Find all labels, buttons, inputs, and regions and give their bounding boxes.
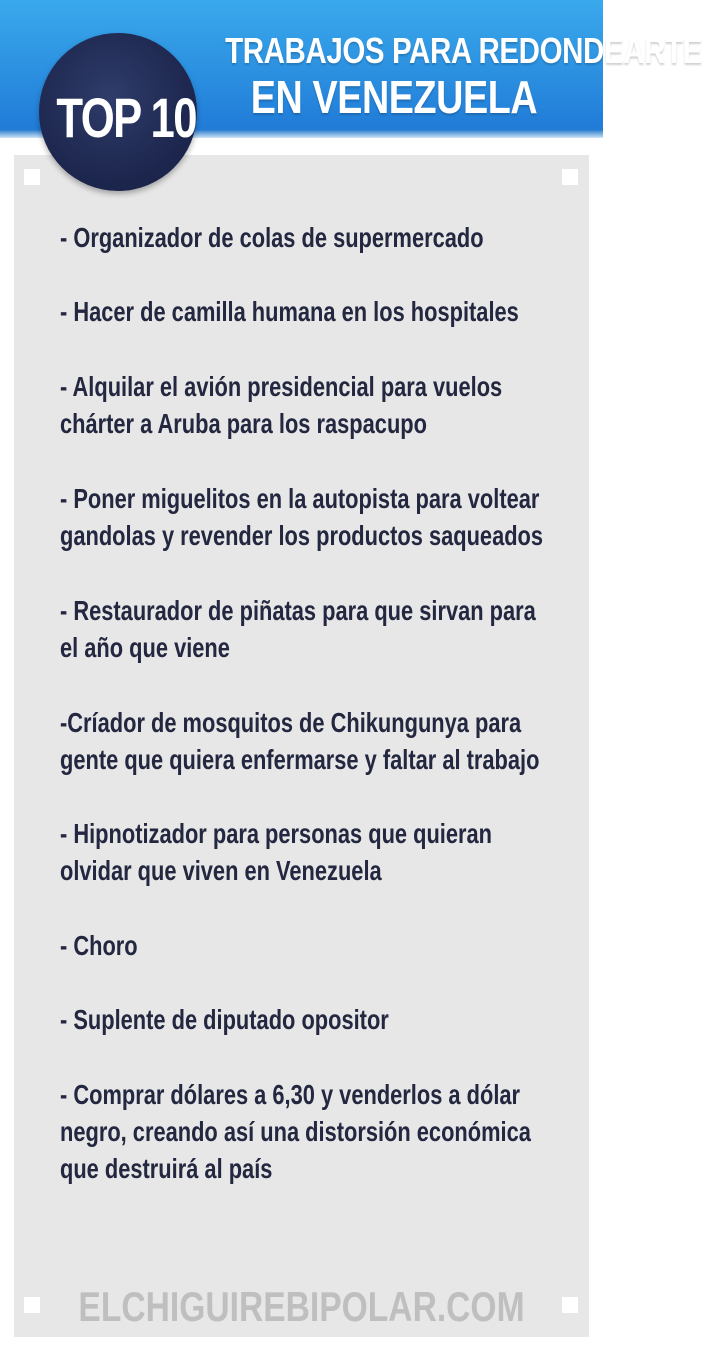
content-panel: [14, 155, 589, 1337]
title-line-2: EN VENEZUELA: [250, 71, 538, 123]
list-item: - Hacer de camilla humana en los hospitales: [60, 296, 519, 327]
list-item: - Alquilar el avión presidencial para vuelos chárter a Aruba para los raspacupo: [60, 371, 503, 439]
corner-square-top-right: [562, 169, 578, 185]
list-item: - Choro: [60, 930, 138, 961]
corner-square-top-left: [24, 169, 40, 185]
badge-label: TOP 10: [56, 86, 196, 149]
title-line-1: TRABAJOS PARA REDONDEARTE: [225, 30, 702, 71]
corner-square-bottom-left: [24, 1297, 40, 1313]
list-item: - Hipnotizador para personas que quieran olvidar que viven en Venezuela: [60, 818, 493, 886]
list-item: - Restaurador de piñatas para que sirvan para el año que viene: [60, 595, 536, 663]
list-item: -Críador de mosquitos de Chikungunya para gente que quiera enfermarse y faltar al trabajo: [60, 707, 540, 775]
site-watermark: ELCHIGUIREBIPOLAR.COM: [78, 1283, 525, 1330]
list-item: - Organizador de colas de supermercado: [60, 222, 484, 253]
corner-square-bottom-right: [562, 1297, 578, 1313]
list-item: - Poner miguelitos en la autopista para voltear gandolas y revender los productos saqueados: [60, 483, 544, 551]
top-10-badge: [39, 33, 197, 191]
list-item: - Suplente de diputado opositor: [60, 1004, 389, 1035]
list-item: - Comprar dólares a 6,30 y venderlos a dólar negro, creando así una distorsión económica que destruirá al país: [60, 1079, 531, 1184]
